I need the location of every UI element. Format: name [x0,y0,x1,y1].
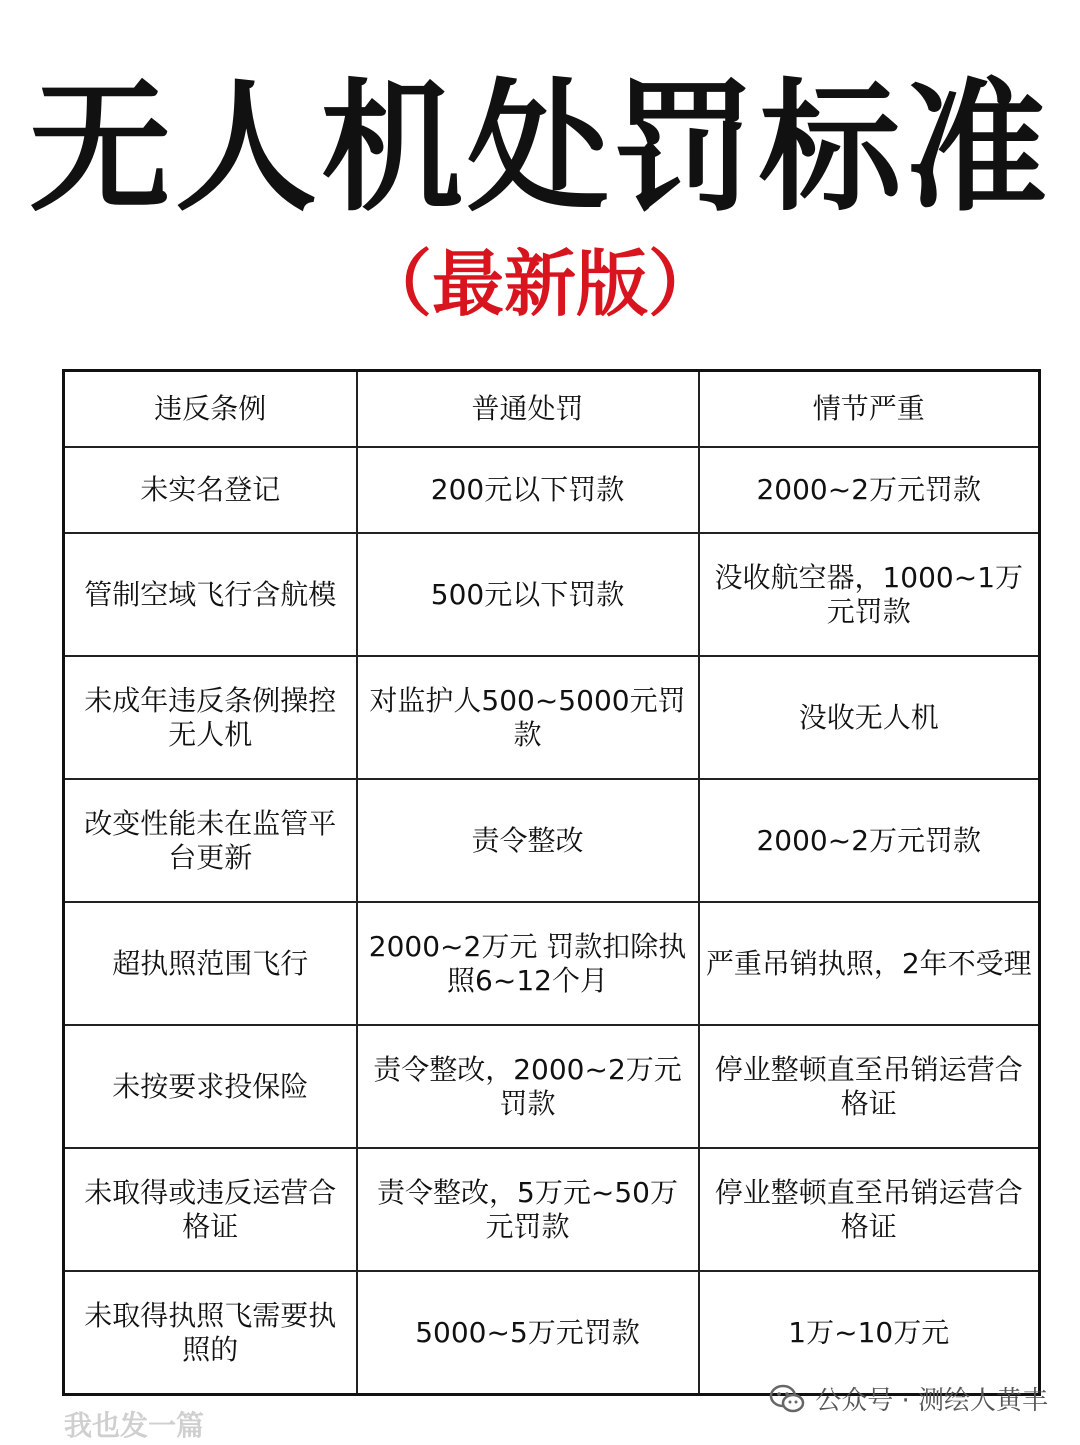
violation-cell: 未取得执照飞需要执照的 [64,1271,357,1395]
penalty-table [62,369,1041,1396]
header-severe-penalty: 情节严重 [699,371,1040,448]
table-row [64,1025,1040,1148]
violation-cell: 改变性能未在监管平台更新 [64,779,357,902]
table-header-row [64,371,1040,448]
severe-penalty-cell: 停业整顿直至吊销运营合格证 [699,1148,1040,1271]
table-row [64,779,1040,902]
page-subtitle: （最新版） [359,242,720,326]
violation-cell: 未按要求投保险 [64,1025,357,1148]
footer-text: 公众号 · 测绘人黄丰 [815,1386,1048,1416]
table-row [64,447,1040,533]
normal-penalty-cell: 2000~2万元 罚款扣除执照6~12个月 [357,902,699,1025]
severe-penalty-cell: 1万~10万元 [699,1271,1040,1395]
normal-penalty-cell: 500元以下罚款 [357,533,699,656]
table-row [64,902,1040,1025]
normal-penalty-cell: 责令整改，5万元~50万元罚款 [357,1148,699,1271]
table-row [64,656,1040,779]
severe-penalty-cell: 2000~2万元罚款 [699,447,1040,533]
violation-cell: 未取得或违反运营合格证 [64,1148,357,1271]
normal-penalty-cell: 责令整改，2000~2万元罚款 [357,1025,699,1148]
normal-penalty-cell: 200元以下罚款 [357,447,699,533]
normal-penalty-cell: 5000~5万元罚款 [357,1271,699,1395]
faint-overlay-text: 我也发一篇 [64,1409,205,1442]
severe-penalty-cell: 严重吊销执照，2年不受理 [699,902,1040,1025]
severe-penalty-cell: 停业整顿直至吊销运营合格证 [699,1025,1040,1148]
violation-cell: 超执照范围飞行 [64,902,357,1025]
table-row [64,1148,1040,1271]
table-row [64,533,1040,656]
table-row [64,1271,1040,1395]
severe-penalty-cell: 2000~2万元罚款 [699,779,1040,902]
header-normal-penalty: 普通处罚 [357,371,699,448]
violation-cell: 管制空域飞行含航模 [64,533,357,656]
severe-penalty-cell: 没收航空器，1000~1万元罚款 [699,533,1040,656]
severe-penalty-cell: 没收无人机 [699,656,1040,779]
violation-cell: 未实名登记 [64,447,357,533]
page-title: 无人机处罚标准 [29,66,1051,231]
normal-penalty-cell: 对监护人500~5000元罚款 [357,656,699,779]
footer-watermark [769,1380,1048,1417]
normal-penalty-cell: 责令整改 [357,779,699,902]
wechat-icon [769,1384,805,1414]
header-violation: 违反条例 [64,371,357,448]
violation-cell: 未成年违反条例操控无人机 [64,656,357,779]
